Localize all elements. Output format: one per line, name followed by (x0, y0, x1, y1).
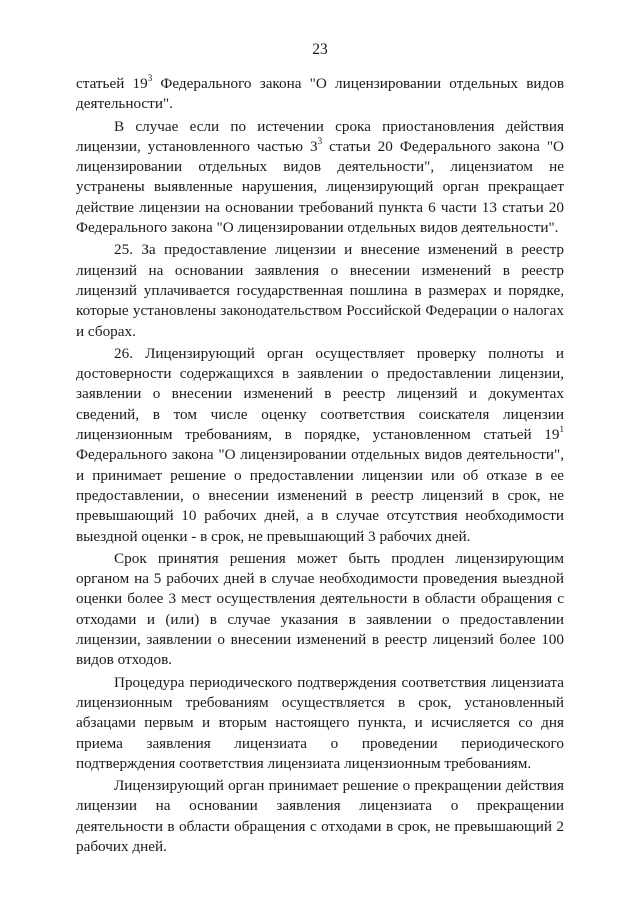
text-run: 26. Лицензирующий орган осуществляет проверку полноты и достоверности содержащихся в заявлении о предоставлении лицензии, заявлении о внесении изменений в реестр лицензий и документах сведений, в том числе оценку соответствия соискателя лицензии лицензионным требованиям, в порядке, установленном статьей 19 (76, 344, 564, 444)
text-run: 25. За предоставление лицензии и внесение изменений в реестр лицензий на основании заявления о внесении изменений в реестр лицензий уплачивается государственная пошлина в размерах и порядке, которые установлены законодательством Российской Федерации о налогах и сборах. (76, 241, 564, 340)
paragraph-item-26 (76, 344, 564, 547)
paragraph-deadline-extension (76, 549, 564, 671)
page-number: 23 (312, 41, 328, 58)
document-body (76, 74, 564, 859)
text-run: статьей 19 (76, 75, 148, 92)
paragraph-continuation (76, 74, 564, 115)
text-run: Федерального закона "О лицензировании отдельных видов деятельности", и принимает решение о предоставлении лицензии или об отказе в ее предоставлении, о внесении изменений в реестр лицензий в срок, не превышающий 10 рабочих дней, а в случае отсутствия необходимости выездной оценки - в срок, не превышающий 3 рабочих дней. (76, 446, 564, 545)
superscript: 1 (559, 423, 564, 434)
text-run: статьи 20 Федерального закона "О лицензировании отдельных видов деятельности", лицензиатом не устранены выявленные нарушения, лицензирующий орган прекращает действие лицензии на основании требований пункта 6 части 13 статьи 20 Федерального закона "О лицензировании отдельных видов деятельности". (76, 137, 564, 237)
text-run: Процедура периодического подтверждения соответствия лицензиата лицензионным требованиям осуществляется в срок, установленный абзацами первым и вторым настоящего пункта, и исчисляется со дня приема заявления лицензиата о проведении периодического подтверждения соответствия лицензиата лицензионным требованиям. (76, 673, 564, 772)
superscript: 3 (317, 135, 323, 146)
text-run: Лицензирующий орган принимает решение о прекращении действия лицензии на основании заявления лицензиата о прекращении деятельности в области обращения с отходами в срок, не превышающий 2 рабочих дней. (76, 777, 564, 855)
paragraph-periodic-confirmation (76, 673, 564, 774)
paragraph-termination-decision (76, 776, 564, 857)
superscript: 3 (147, 72, 153, 83)
paragraph-item-25 (76, 240, 564, 341)
text-run: Федерального закона "О лицензировании отдельных видов деятельности". (76, 75, 564, 113)
text-run: Срок принятия решения может быть продлен лицензирующим органом на 5 рабочих дней в случае необходимости проведения выездной оценки более 3 мест осуществления деятельности в области обращения с отходами и (или) в случае указания в заявлении о предоставлении лицензии, заявлении о внесении изменений в реестр лицензий более 100 видов отходов. (76, 549, 564, 669)
paragraph-suspension-termination (76, 117, 564, 239)
text-run: В случае если по истечении срока приостановления действия лицензии, установленного частью 3 (76, 117, 564, 155)
